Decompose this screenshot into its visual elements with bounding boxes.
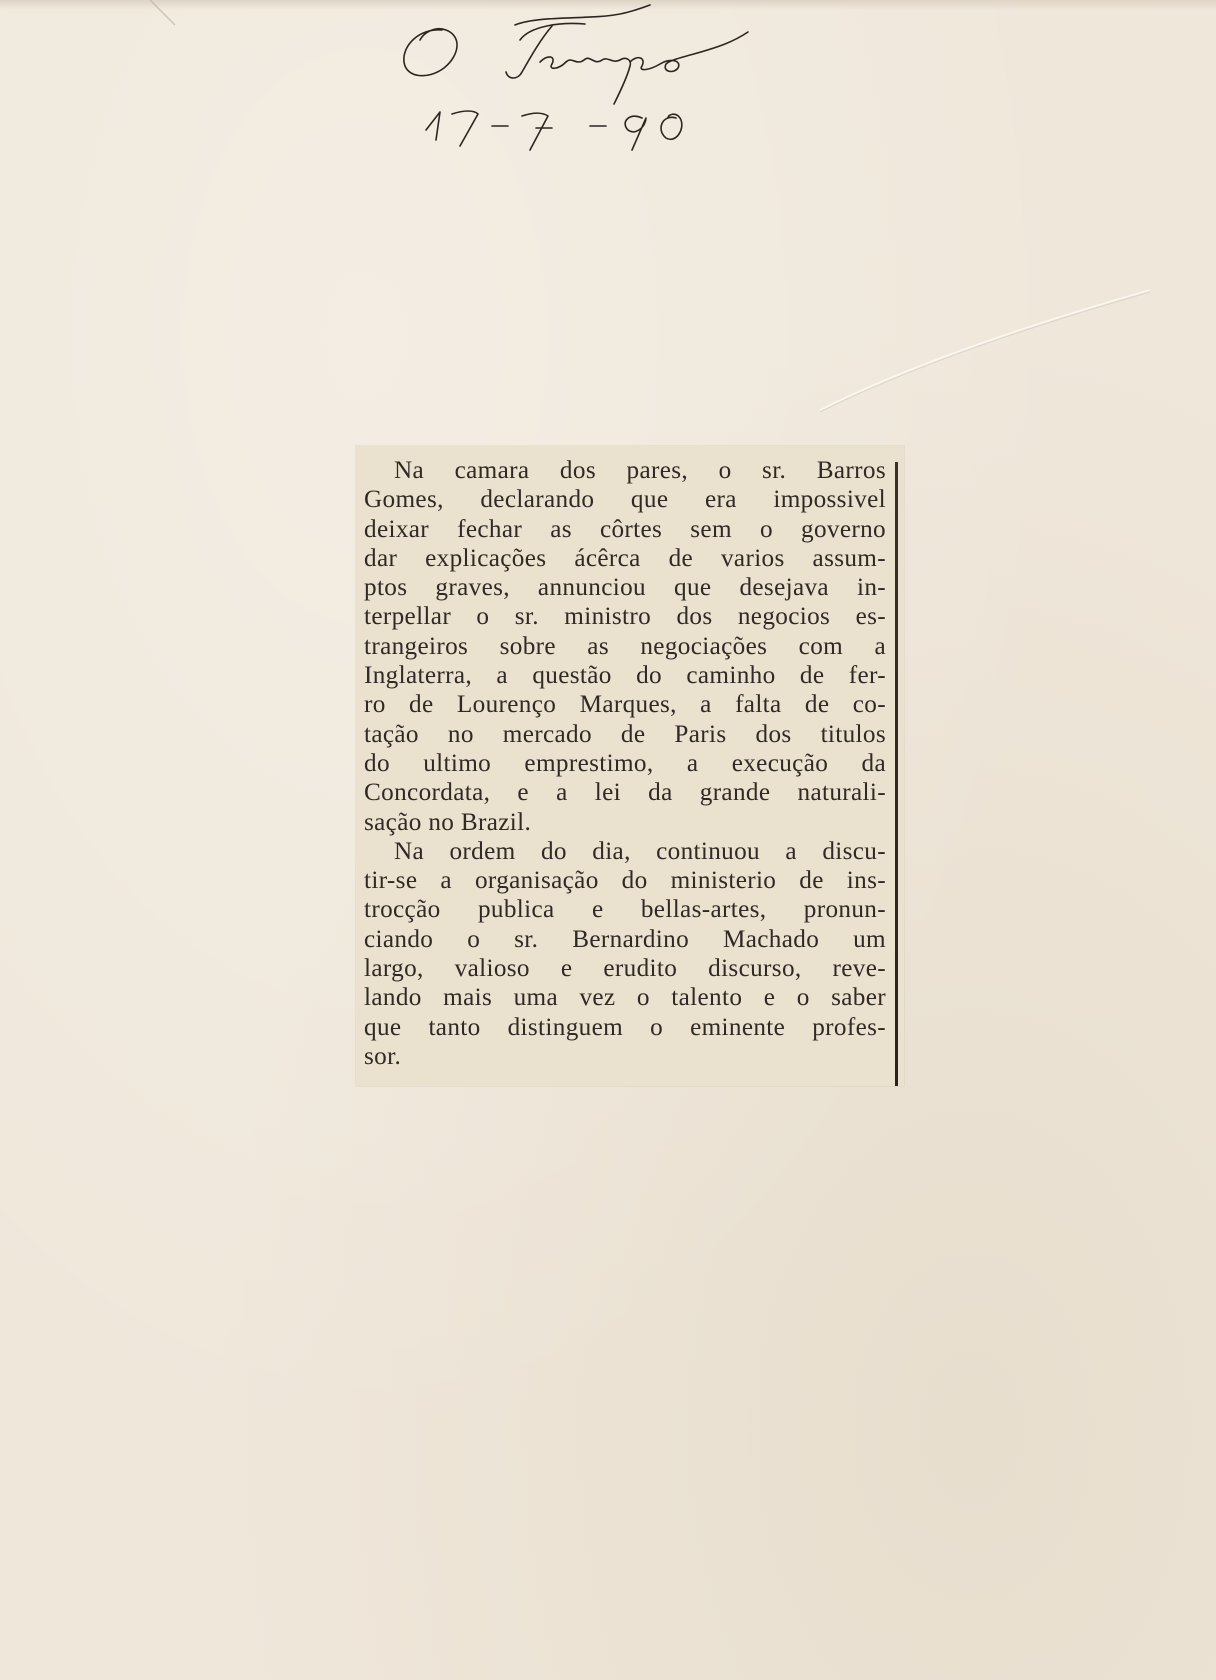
clipping-line: do ultimo emprestimo, a execução da (364, 749, 886, 777)
clipping-line: tação no mercado de Paris dos titulos (364, 720, 886, 748)
clipping-line: deixar fechar as côrtes sem o governo (364, 515, 886, 543)
clipping-line: dar explicações ácêrca de varios assum- (364, 544, 886, 572)
clipping-line: terpellar o sr. ministro dos negocios es- (364, 603, 886, 631)
clipping-line: Gomes, declarando que era impossivel (364, 486, 886, 514)
clipping-line: ciando o sr. Bernardino Machado um (364, 925, 886, 953)
newspaper-clipping (356, 446, 904, 1086)
clipping-line: ro de Lourenço Marques, a falta de co- (364, 691, 886, 719)
clipping-dark-edge (895, 462, 898, 1086)
clipping-line: que tanto distinguem o eminente profes- (364, 1013, 886, 1041)
clipping-line: Na camara dos pares, o sr. Barros (394, 457, 886, 484)
clipping-line: tir-se a organisação do ministerio de ins- (364, 867, 886, 895)
clipping-line: Inglaterra, a questão do caminho de fer- (364, 662, 886, 690)
clipping-line: sor. (364, 1042, 402, 1070)
handwritten-annotation (380, 0, 800, 170)
clipping-line: trocção publica e bellas-artes, pronun- (364, 896, 886, 924)
clipping-line: Na ordem do dia, continuou a discu- (394, 837, 886, 865)
clipping-line: Concordata, e a lei da grande naturali- (364, 779, 886, 807)
clipping-line: sação no Brazil. (364, 808, 532, 836)
clipping-line: lando mais uma vez o talento e o saber (364, 984, 886, 1012)
clipping-line: trangeiros sobre as negociações com a (364, 632, 886, 660)
clipping-line: ptos graves, annunciou que desejava in- (364, 574, 886, 602)
handwritten-title-and-date (380, 0, 800, 170)
clipping-line: largo, valioso e erudito discurso, reve- (364, 955, 886, 983)
clipping-text (364, 456, 886, 1071)
